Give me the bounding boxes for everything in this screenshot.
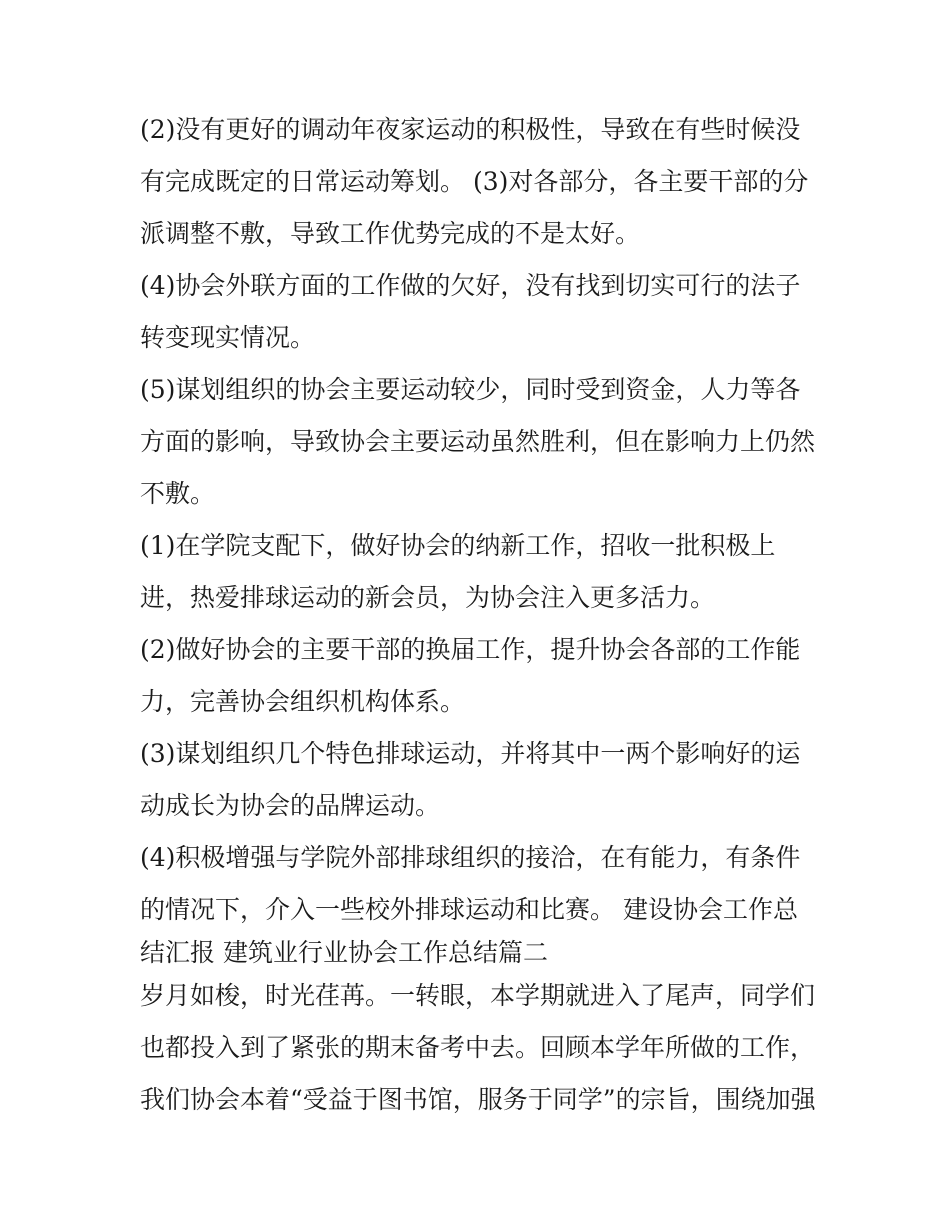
text-line: (2)做好协会的主要干部的换届工作，提升协会各部的工作能 bbox=[140, 635, 801, 664]
text-line: 的情况下，介入一些校外排球运动和比赛。 建设协会工作总 bbox=[140, 895, 798, 924]
text-line: 也都投入到了紧张的期末备考中去。回顾本学年所做的工作， bbox=[140, 1033, 816, 1062]
text-line: 进，热爱排球运动的新会员，为协会注入更多活力。 bbox=[140, 583, 716, 612]
text-line: (3)谋划组织几个特色排球运动，并将其中一两个影响好的运 bbox=[140, 739, 801, 768]
text-line: 我们协会本着“受益于图书馆，服务于同学”的宗旨，围绕加强 bbox=[140, 1085, 816, 1114]
text-line: 方面的影响，导致协会主要运动虽然胜利，但在影响力上仍然 bbox=[140, 427, 816, 456]
text-line: (4)积极增强与学院外部排球组织的接洽，在有能力，有条件 bbox=[140, 843, 801, 872]
text-line: 派调整不敷，导致工作优势完成的不是太好。 bbox=[140, 219, 641, 248]
text-line: 力，完善协会组织机构体系。 bbox=[140, 687, 466, 716]
text-line: (2)没有更好的调动年夜家运动的积极性，导致在有些时候没 bbox=[140, 115, 801, 144]
text-line: 岁月如梭，时光荏苒。一转眼，本学期就进入了尾声，同学们 bbox=[140, 981, 816, 1010]
text-line: 转变现实情况。 bbox=[140, 323, 316, 352]
text-line: 结汇报 建筑业行业协会工作总结篇二 bbox=[140, 938, 548, 967]
text-line: (4)协会外联方面的工作做的欠好，没有找到切实可行的法子 bbox=[140, 271, 801, 300]
text-line: (1)在学院支配下，做好协会的纳新工作，招收一批积极上 bbox=[140, 531, 776, 560]
text-line: 动成长为协会的品牌运动。 bbox=[140, 791, 441, 820]
text-line: (5)谋划组织的协会主要运动较少，同时受到资金，人力等各 bbox=[140, 375, 801, 404]
text-line: 有完成既定的日常运动筹划。 (3)对各部分，各主要干部的分 bbox=[140, 167, 809, 196]
body-text bbox=[140, 104, 830, 1126]
text-line: 不敷。 bbox=[140, 479, 216, 508]
